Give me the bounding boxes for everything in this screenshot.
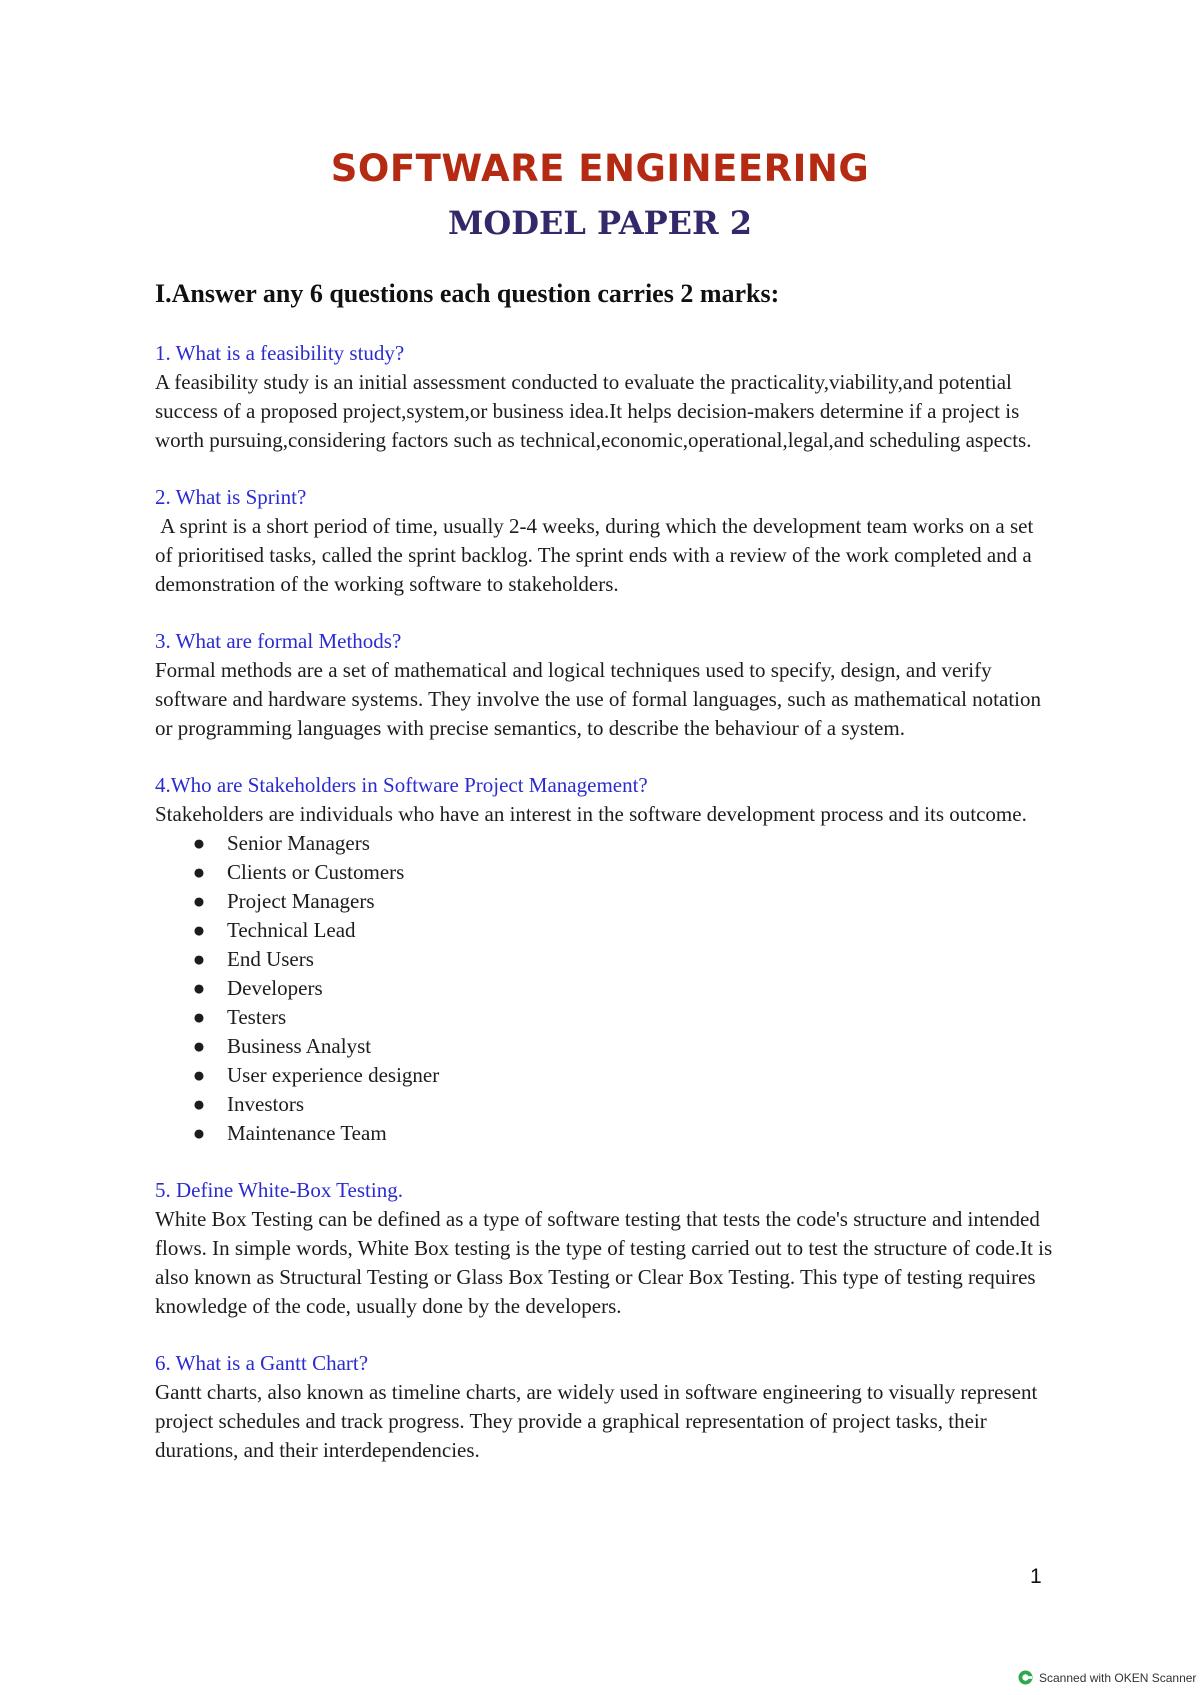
stakeholder-list — [155, 829, 1055, 1148]
bullet-icon: ● — [192, 889, 206, 913]
answer-text: White Box Testing can be defined as a type of software testing that tests the code's structure and intended flows. In simple words, White Box testing is the type of testing carried out to test the structure of code.It is also known as Structural Testing or Glass Box Testing or Clear Box Testing. This type of testing requires knowledge of the code, usually done by the developers. — [155, 1207, 1053, 1318]
question-block-5 — [155, 1176, 1055, 1321]
document-title: SOFTWARE ENGINEERING — [330, 147, 870, 190]
list-item: ● Investors — [191, 1090, 1055, 1119]
bullet-icon: ● — [192, 1005, 206, 1029]
bullet-icon: ● — [192, 918, 206, 942]
list-item: ● Business Analyst — [191, 1032, 1055, 1061]
answer-text: A sprint is a short period of time, usually 2-4 weeks, during which the development team works on a set of prioritised tasks, called the sprint backlog. The sprint ends with a review of the work completed and a demonstration of the working software to stakeholders. — [155, 514, 1039, 596]
list-item: ● User experience designer — [191, 1061, 1055, 1090]
answer-text: Stakeholders are individuals who have an interest in the software development process and its outcome. — [155, 802, 1027, 826]
question-title: 5. Define White-Box Testing. — [155, 1178, 403, 1202]
bullet-icon: ● — [192, 1092, 206, 1116]
list-item: ● Project Managers — [191, 887, 1055, 916]
bullet-icon: ● — [192, 1121, 206, 1145]
list-item: ● Senior Managers — [191, 829, 1055, 858]
page-number: 1 — [1030, 1565, 1042, 1588]
bullet-icon: ● — [192, 860, 206, 884]
question-title: 6. What is a Gantt Chart? — [155, 1351, 369, 1375]
scanner-watermark — [1018, 1670, 1196, 1685]
bullet-icon: ● — [192, 1034, 206, 1058]
bullet-icon: ● — [192, 831, 206, 855]
question-block-1 — [155, 339, 1055, 455]
bullet-icon: ● — [192, 976, 206, 1000]
answer-text: Gantt charts, also known as timeline charts, are widely used in software engineering to visually represent project schedules and track progress. They provide a graphical representation of project tasks, their durations, and their interdependencies. — [155, 1380, 1038, 1462]
question-block-3 — [155, 627, 1055, 743]
list-item: ● Clients or Customers — [191, 858, 1055, 887]
list-item: ● Developers — [191, 974, 1055, 1003]
answer-text: Formal methods are a set of mathematical and logical techniques used to specify, design, and verify software and hardware systems. They involve the use of formal languages, such as mathematical notation or programming languages with precise semantics, to describe the behaviour of a system. — [155, 658, 1042, 740]
list-item: ● Technical Lead — [191, 916, 1055, 945]
list-item: ● End Users — [191, 945, 1055, 974]
section-heading: I.Answer any 6 questions each question carries 2 marks: — [155, 279, 780, 308]
document-subtitle: MODEL PAPER 2 — [447, 204, 753, 242]
list-item: ● Maintenance Team — [191, 1119, 1055, 1148]
scanner-text: Scanned with OKEN Scanner — [1039, 1670, 1197, 1685]
bullet-icon: ● — [192, 947, 206, 971]
question-title: 4.Who are Stakeholders in Software Project Management? — [155, 773, 648, 797]
bullet-icon: ● — [192, 1063, 206, 1087]
list-item: ● Testers — [191, 1003, 1055, 1032]
scanner-logo-icon — [1018, 1670, 1033, 1685]
questions-list — [155, 339, 1055, 1493]
question-block-4 — [155, 771, 1055, 1148]
question-block-6 — [155, 1349, 1055, 1465]
question-title: 2. What is Sprint? — [155, 485, 307, 509]
answer-text: A feasibility study is an initial assessment conducted to evaluate the practicality,viability,and potential success of a proposed project,system,or business idea.It helps decision-makers determine if a project is worth pursuing,considering factors such as technical,economic,operational,legal,and scheduling aspects. — [155, 370, 1032, 452]
question-title: 1. What is a feasibility study? — [155, 341, 405, 365]
question-block-2 — [155, 483, 1055, 599]
question-title: 3. What are formal Methods? — [155, 629, 402, 653]
